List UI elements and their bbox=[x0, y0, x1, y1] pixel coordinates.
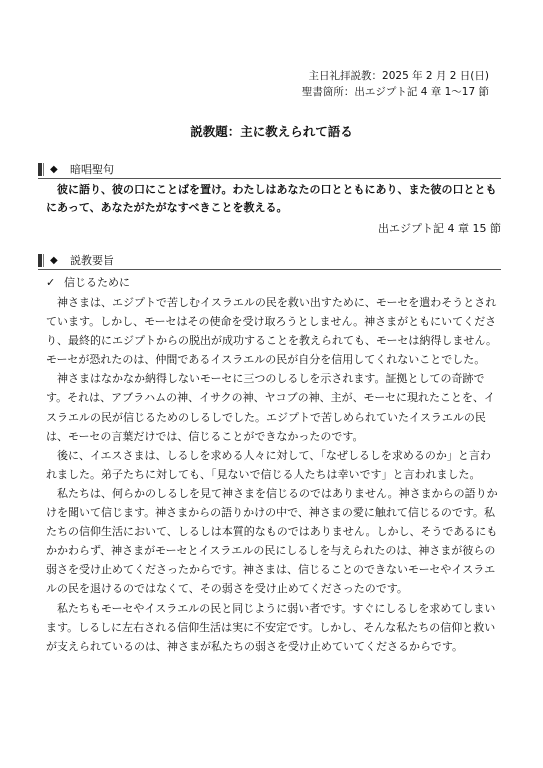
memory-verse-text: 彼に語り、彼の口にことばを置け。わたしはあなたの口とともにあり、また彼の口とともにあって、あなたがたがなすべきことを教える。 bbox=[46, 183, 497, 214]
heading-bar-thin bbox=[43, 163, 44, 176]
paragraph: 後に、イエスさまは、しるしを求める人々に対して、「なぜしるしを求めるのか」と言われました。弟子たちに対しても、「見ないで信じる人たちは幸いです」と言われました。 bbox=[46, 448, 491, 481]
header-meta bbox=[302, 68, 489, 100]
sermon-summary-label: 説教要旨 bbox=[70, 254, 114, 267]
subheading-text: 信じるために bbox=[64, 276, 130, 289]
scripture-passage-line: 聖書箇所：出エジプト記 4 章 1～17 節 bbox=[301, 86, 489, 98]
memory-verse-label: 暗唱聖句 bbox=[70, 163, 114, 176]
sermon-body bbox=[46, 293, 501, 656]
paragraph: 神さまは、エジプトで苦しむイスラエルの民を救い出すために、モーセを遣わそうとされています。しかし、モーセはその使命を受け取ろうとしません。神さまがともにいてくださり、最終的にエジプトからの脱出が成功することを教えられても、モーセは納得しません。モーセが恐れたのは、仲間であるイスラエルの民が自分を信用してくれないことでした。 bbox=[46, 296, 497, 367]
memory-verse-reference: 出エジプト記 4 章 15 節 bbox=[378, 222, 501, 235]
service-date-line: 主日礼拝説教：2025 年 2 月 2 日(日) bbox=[308, 70, 489, 82]
memory-verse-heading bbox=[38, 162, 501, 179]
sermon-summary-heading bbox=[38, 253, 501, 270]
paragraph: 私たちもモーセやイスラエルの民と同じように弱い者です。すぐにしるしを求めてしまいます。しるしに左右される信仰生活は実に不安定です。しかし、そんな私たちの信仰と救いが支えられているのは、神さまが私たちの弱さを受け止めていてくださるからです。 bbox=[46, 601, 496, 653]
subheading bbox=[46, 274, 130, 291]
heading-bar bbox=[38, 254, 42, 267]
check-mark-icon: ✓ bbox=[46, 276, 56, 289]
heading-bar-thin bbox=[43, 254, 44, 267]
diamond-bullet-icon: ◆ bbox=[50, 164, 58, 175]
paragraph: 私たちは、何らかのしるしを見て神さまを信じるのではありません。神さまからの語りかけを聞いて信じます。神さまからの語りかけの中で、神さまの愛に触れて信じるのです。私たちの信仰生活において、しるしは本質的なものではありません。しかし、そうであるにもかかわらず、神さまがモーセとイスラエルの民にしるしを与えられたのは、神さまが彼らの弱さを受け止めてくださったからです。神さまは、信じることのできないモーセやイスラエルの民を退けるのではなくて、その弱さを受け止めてくださったのです。 bbox=[46, 486, 498, 596]
heading-bar bbox=[38, 163, 42, 176]
paragraph: 神さまはなかなか納得しないモーセに三つのしるしを示されます。証拠としての奇跡です。それは、アブラハムの神、イサクの神、ヤコブの神、主が、モーセに現れたことを、イスラエルの民が信じるためのしるしでした。エジプトで苦しめられていたイスラエルの民は、モーセの言葉だけでは、信じることができなかったのです。 bbox=[46, 372, 496, 443]
sermon-title: 説教題：主に教えられて語る bbox=[190, 124, 353, 139]
diamond-bullet-icon: ◆ bbox=[50, 255, 58, 266]
